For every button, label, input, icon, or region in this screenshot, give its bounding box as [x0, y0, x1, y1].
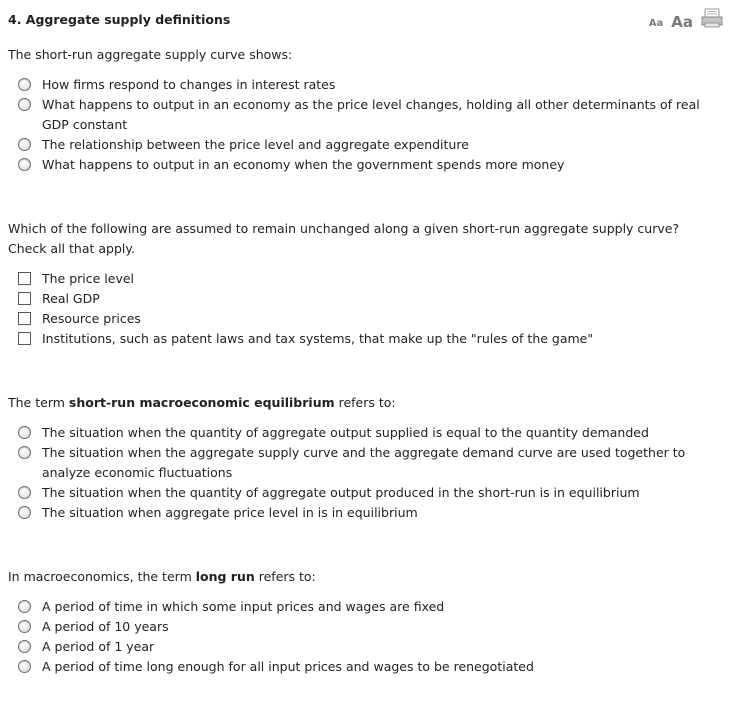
option-label: Real GDP: [42, 291, 100, 306]
question-3-option-2[interactable]: [18, 443, 719, 483]
radio-button[interactable]: [18, 158, 31, 171]
radio-button[interactable]: [18, 640, 31, 653]
checkbox[interactable]: [18, 312, 31, 325]
radio-button[interactable]: [18, 138, 31, 151]
radio-button[interactable]: [18, 660, 31, 673]
checkbox[interactable]: [18, 292, 31, 305]
question-3: [8, 393, 719, 413]
option-label: A period of time in which some input prices and wages are fixed: [42, 599, 445, 614]
option-label: Institutions, such as patent laws and tax systems, that make up the "rules of the game": [42, 331, 594, 346]
question-2-option-3[interactable]: [18, 309, 731, 329]
question-4-option-1[interactable]: [18, 597, 731, 617]
option-label: The situation when aggregate price level in is in equilibrium: [42, 505, 418, 520]
option-label: The situation when the aggregate supply curve and the aggregate demand curve are used together to analyze economic fluctuations: [42, 445, 686, 480]
radio-button[interactable]: [18, 98, 31, 111]
option-label: A period of 1 year: [42, 639, 155, 654]
question-header: [8, 12, 727, 32]
term-bold: short-run macroeconomic equilibrium: [68, 395, 335, 410]
question-2-option-1[interactable]: [18, 269, 731, 289]
option-label: The situation when the quantity of aggregate output produced in the short-run is in equilibrium: [42, 485, 640, 500]
term-bold: long run: [195, 569, 255, 584]
question-3-option-3[interactable]: [18, 483, 731, 503]
option-label: The price level: [42, 271, 135, 286]
radio-button[interactable]: [18, 426, 31, 439]
checkbox[interactable]: [18, 272, 31, 285]
option-label: The situation when the quantity of aggregate output supplied is equal to the quantity demanded: [42, 425, 649, 440]
radio-button[interactable]: [18, 620, 31, 633]
print-button[interactable]: [701, 8, 723, 31]
question-1-option-1[interactable]: [18, 75, 731, 95]
question-4-option-4[interactable]: [18, 657, 731, 677]
question-title: 4. Aggregate supply definitions: [8, 12, 231, 27]
radio-button[interactable]: [18, 506, 31, 519]
question-1-option-4[interactable]: [18, 155, 731, 175]
question-4-prompt: In macroeconomics, the term long run refers to:: [8, 569, 316, 584]
question-2: [8, 219, 719, 259]
radio-button[interactable]: [18, 486, 31, 499]
radio-button[interactable]: [18, 446, 31, 459]
question-3-prompt: The term short-run macroeconomic equilibrium refers to:: [8, 395, 396, 410]
question-1-option-2[interactable]: [18, 95, 719, 135]
option-label: How firms respond to changes in interest rates: [42, 77, 336, 92]
radio-button[interactable]: [18, 78, 31, 91]
question-1-option-3[interactable]: [18, 135, 731, 155]
question-1: [8, 45, 719, 65]
option-label: What happens to output in an economy when the government spends more money: [42, 157, 565, 172]
question-4-option-2[interactable]: [18, 617, 731, 637]
checkbox[interactable]: [18, 332, 31, 345]
option-label: A period of time long enough for all input prices and wages to be renegotiated: [42, 659, 534, 674]
option-label: The relationship between the price level and aggregate expenditure: [42, 137, 469, 152]
question-4-option-3[interactable]: [18, 637, 731, 657]
decrease-font-button[interactable]: Aa: [648, 18, 664, 29]
option-label: What happens to output in an economy as the price level changes, holding all other determinants of real GDP constant: [42, 97, 700, 132]
print-icon: [701, 8, 723, 28]
question-2-option-2[interactable]: [18, 289, 731, 309]
option-label: Resource prices: [42, 311, 141, 326]
increase-font-button[interactable]: Aa: [671, 13, 693, 31]
question-3-option-4[interactable]: [18, 503, 731, 523]
radio-button[interactable]: [18, 600, 31, 613]
question-3-option-1[interactable]: [18, 423, 731, 443]
question-2-option-4[interactable]: [18, 329, 731, 349]
option-label: A period of 10 years: [42, 619, 169, 634]
toolbar: [649, 8, 723, 31]
question-4: [8, 567, 719, 587]
question-1-prompt: The short-run aggregate supply curve shows:: [8, 47, 293, 62]
question-2-prompt: Which of the following are assumed to remain unchanged along a given short-run aggregate supply curve? Check all that apply.: [8, 221, 680, 256]
